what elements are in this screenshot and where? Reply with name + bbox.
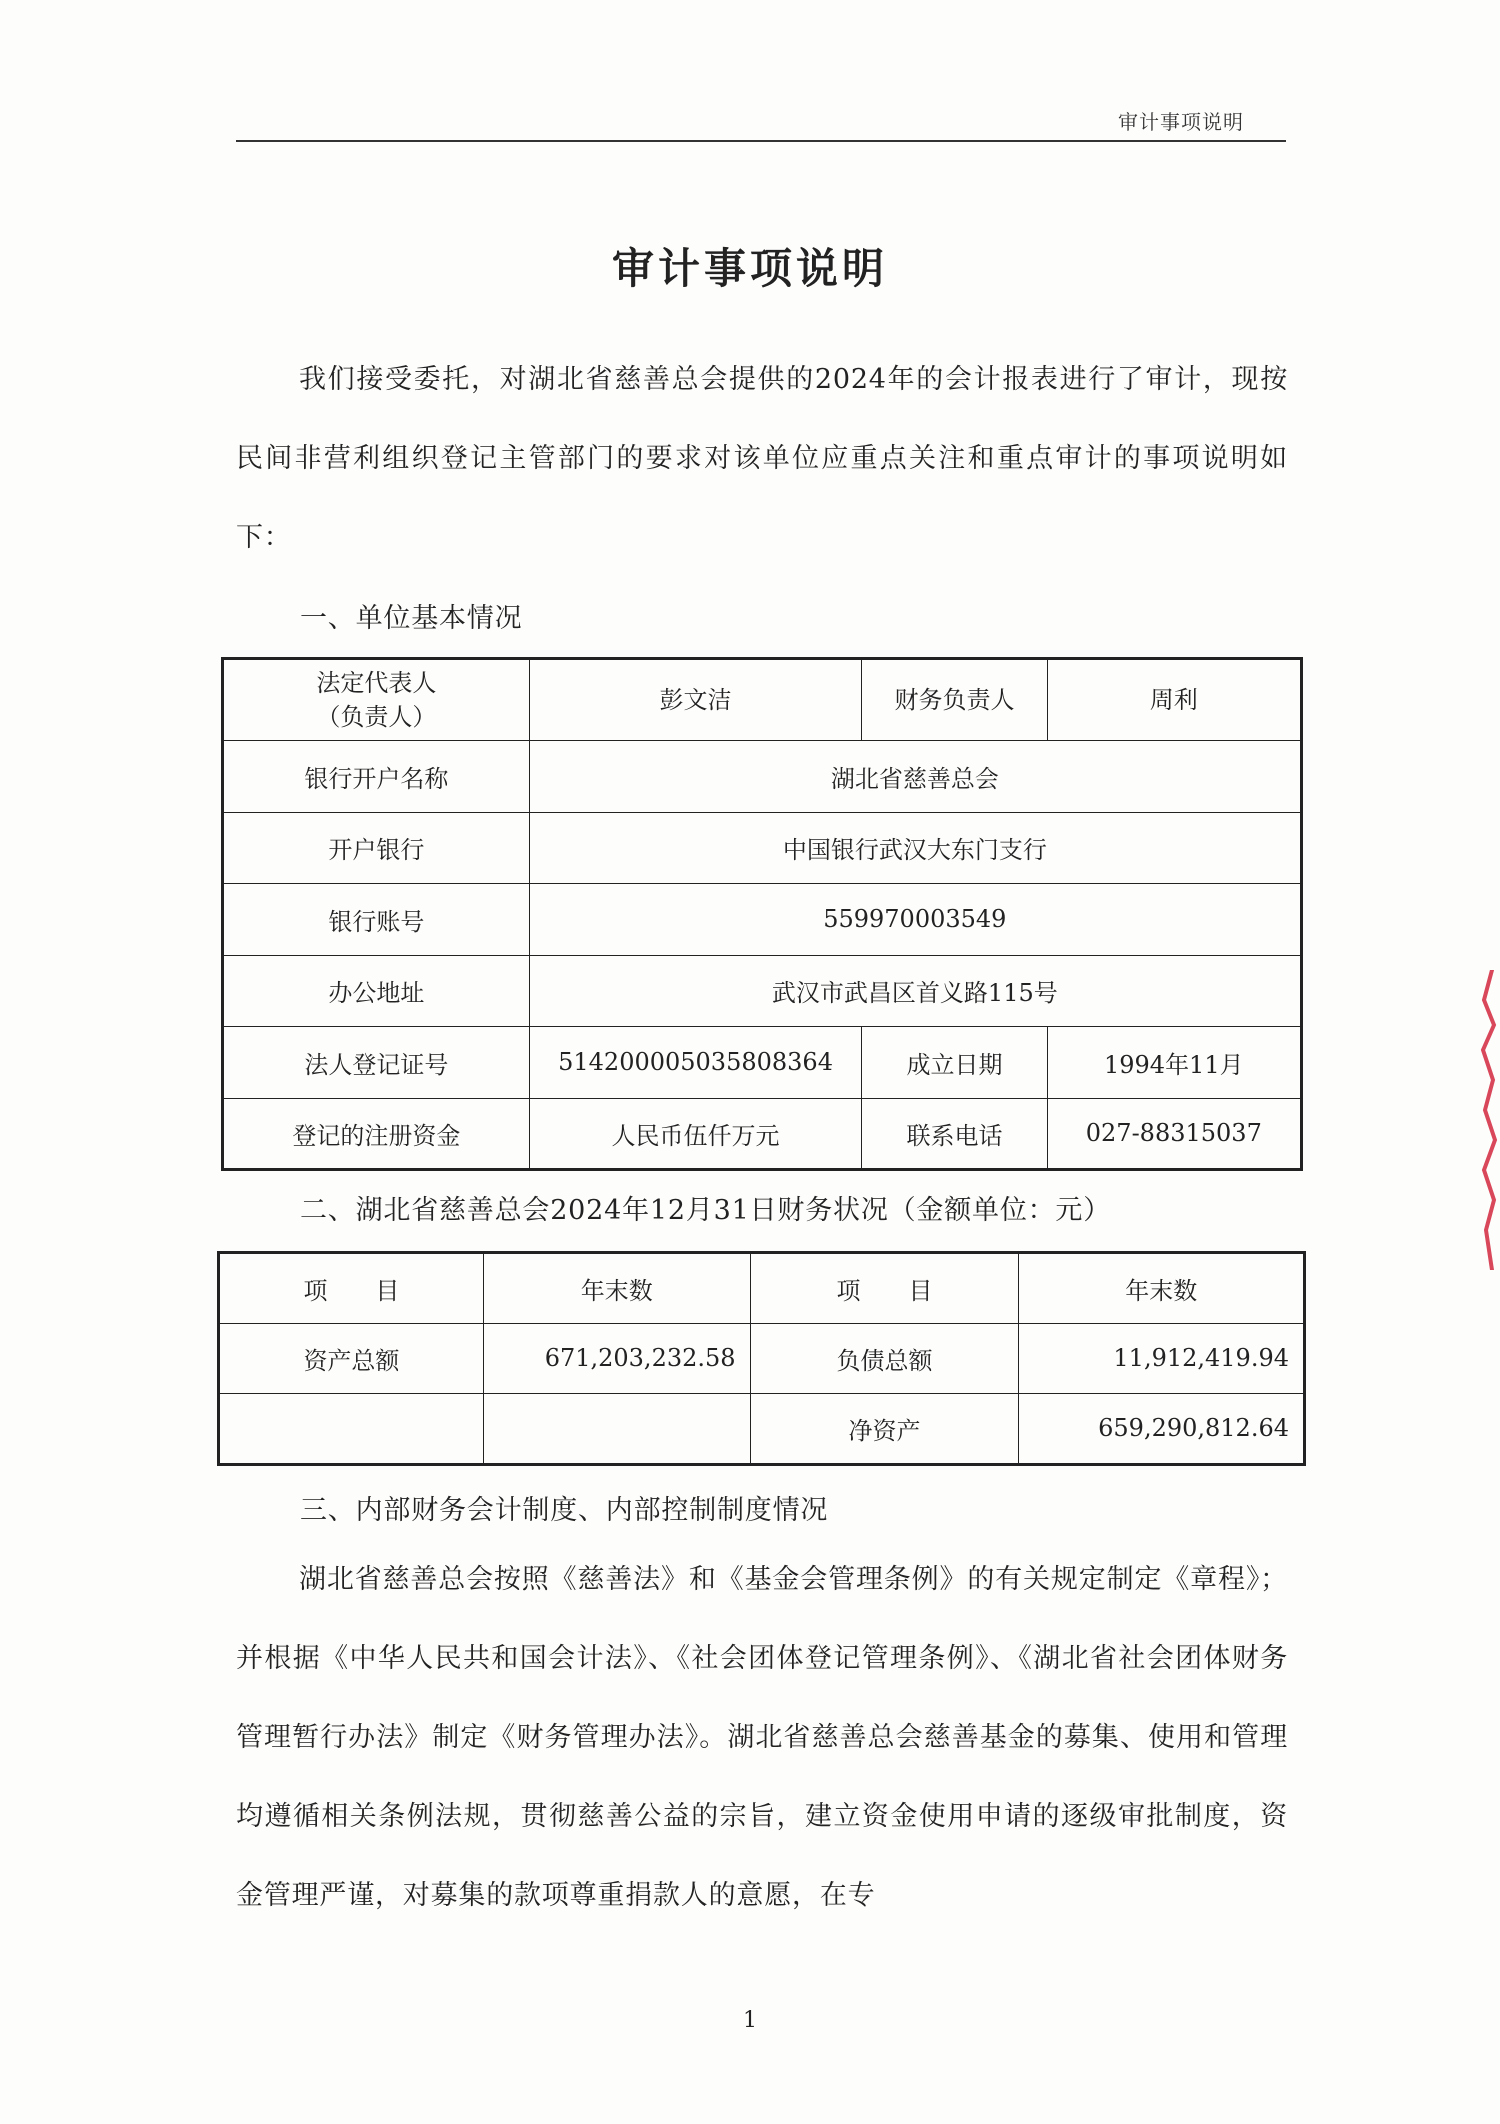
intro-paragraph: 我们接受委托，对湖北省慈善总会提供的2024年的会计报表进行了审计，现按民间非营利组织登记主管部门的要求对该单位应重点关注和重点审计的事项说明如下： (236, 364, 1288, 553)
finance-head-value: 周利 (1047, 659, 1301, 741)
section-3-heading: 三、内部财务会计制度、内部控制制度情况 (300, 1495, 829, 1526)
founded-label: 成立日期 (862, 1027, 1047, 1099)
total-assets-value: 671,203,232.58 (483, 1323, 750, 1394)
col-header-year-end-2: 年末数 (1019, 1253, 1305, 1324)
founded-value: 1994年11月 (1047, 1027, 1301, 1099)
empty-cell (219, 1394, 484, 1465)
phone-value: 027-88315037 (1047, 1098, 1301, 1170)
section-3-paragraph: 湖北省慈善总会按照《慈善法》和《基金会管理条例》的有关规定制定《章程》；并根据《中华人民共和国会计法》、《社会团体登记管理条例》、《湖北省社会团体财务管理暂行办法》制定《财务管理办法》。湖北省慈善总会慈善基金的募集、使用和管理均遵循相关条例法规，贯彻慈善公益的宗旨，建立资金使用申请的逐级审批制度，资金管理严谨，对募集的款项尊重捐款人的意愿，在专 (236, 1564, 1288, 1911)
col-header-item-2: 项 目 (750, 1253, 1019, 1324)
table-row (219, 1323, 1305, 1394)
table-row (223, 955, 1302, 1027)
empty-cell (483, 1394, 750, 1465)
account-no-value: 559970003549 (529, 884, 1301, 956)
address-value: 武汉市武昌区首义路115号 (529, 955, 1301, 1027)
financial-status-table (217, 1251, 1306, 1466)
address-label: 办公地址 (223, 955, 530, 1027)
net-assets-label: 净资产 (750, 1394, 1019, 1465)
seal-stamp-edge (1480, 970, 1500, 1270)
net-assets-value: 659,290,812.64 (1019, 1394, 1305, 1465)
section-1-heading: 一、单位基本情况 (300, 603, 523, 634)
bank-label: 开户银行 (223, 812, 530, 884)
legal-rep-value: 彭文洁 (529, 659, 862, 741)
col-header-year-end-1: 年末数 (483, 1253, 750, 1324)
basic-info-table (221, 657, 1303, 1171)
total-assets-label: 资产总额 (219, 1323, 484, 1394)
document-title: 审计事项说明 (611, 244, 888, 293)
table-row (223, 741, 1302, 813)
total-liabilities-label: 负债总额 (750, 1323, 1019, 1394)
table-row (223, 1098, 1302, 1170)
finance-head-label: 财务负责人 (862, 659, 1047, 741)
table-row (223, 812, 1302, 884)
account-no-label: 银行账号 (223, 884, 530, 956)
running-header: 审计事项说明 (1118, 110, 1244, 134)
table-row (223, 884, 1302, 956)
total-liabilities-value: 11,912,419.94 (1019, 1323, 1305, 1394)
bank-value: 中国银行武汉大东门支行 (529, 812, 1301, 884)
table-row (219, 1394, 1305, 1465)
col-header-item-1: 项 目 (219, 1253, 484, 1324)
reg-no-label: 法人登记证号 (223, 1027, 530, 1099)
bank-account-name-label: 银行开户名称 (223, 741, 530, 813)
header-rule (236, 140, 1286, 142)
table-row (223, 1027, 1302, 1099)
page-number: 1 (743, 2008, 757, 2033)
bank-account-name-value: 湖北省慈善总会 (529, 741, 1301, 813)
legal-rep-label: 法定代表人 （负责人） (223, 659, 530, 741)
phone-label: 联系电话 (862, 1098, 1047, 1170)
reg-no-value: 514200005035808364 (529, 1027, 862, 1099)
table-row (223, 659, 1302, 741)
table-header-row (219, 1253, 1305, 1324)
section-2-heading: 二、湖北省慈善总会2024年12月31日财务状况（金额单位：元） (300, 1195, 1112, 1226)
capital-value: 人民币伍仟万元 (529, 1098, 862, 1170)
capital-label: 登记的注册资金 (223, 1098, 530, 1170)
